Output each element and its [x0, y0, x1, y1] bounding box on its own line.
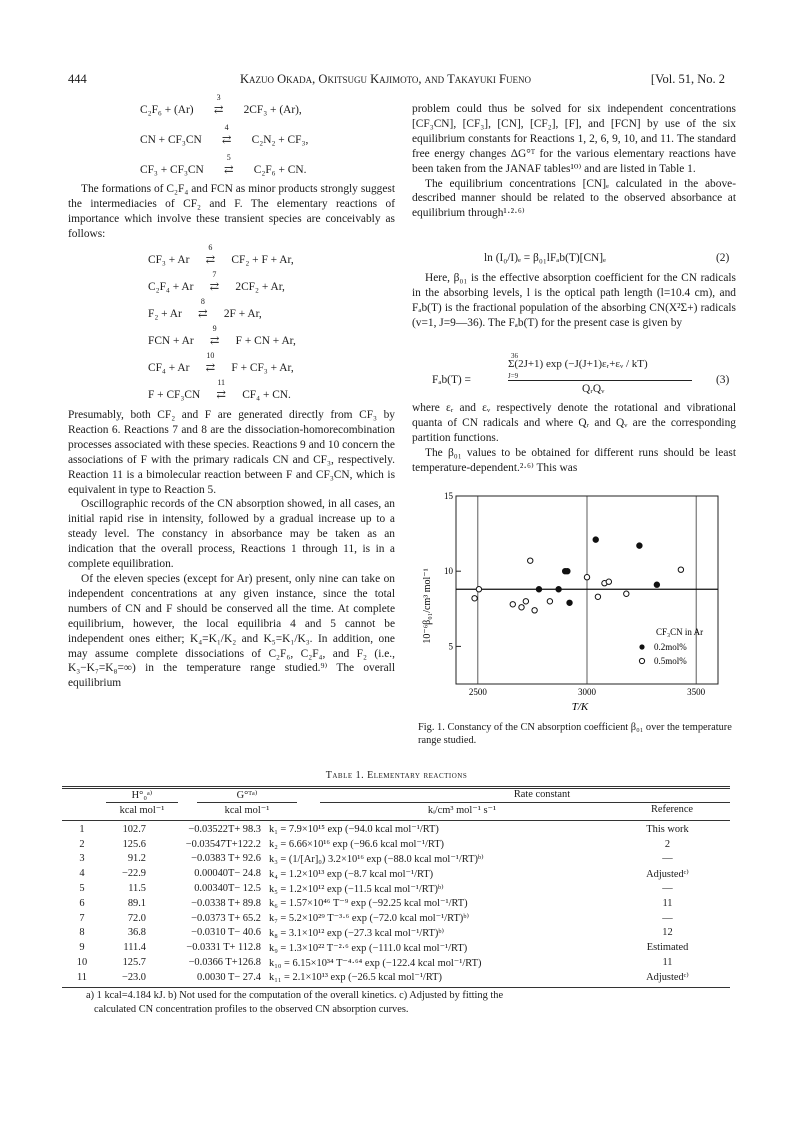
paragraph: Of the eleven species (except for Ar) present, only nine can take on independent concentrations at any given instance, since the total numbers of CN and F should be conserved all the time. At complete equilibrium, however, the local equilibria 4 and 5 cannot be independent ones either; K₄=K₁/K₂ and K₅=K₁/K₃. In addition, one may assume complete dissociations of C₂F₆, C₂F₄, and F₂ (i.e., K₃−K₇=K₈=∞) in the temperature range studied.⁹⁾ The overall equilibrium: [68, 572, 395, 690]
equation-3-number: (3): [716, 374, 730, 386]
paragraph: Presumably, both CF₂ and F are generated directly from CF₃ by Reaction 6. Reactions 7 and 8 are the dissociation-homorecombination processes associated with these species. Reactions 9 and 10 concern the associations of F with the primary radicals CN and CF₃, respectively. Reaction 11 is a bimolecular reaction between F and CF₃CN, which is equivalent in type to Reaction 5.: [68, 409, 395, 496]
header-rate-constant: Rate constant: [513, 789, 571, 800]
left-para-1: [68, 182, 395, 242]
h0-value: 11.5: [128, 883, 146, 895]
table-row: [62, 911, 730, 926]
rate-constant-expression: k₇ = 5.2×10²⁹ T⁻³·⁶ exp (−72.0 kcal mol⁻¹/RT)ᵇ⁾: [269, 913, 470, 925]
reference: Estimated: [646, 942, 689, 954]
h0-value: 111.4: [123, 942, 146, 954]
paragraph: The equilibrium concentrations [CN]ₑ calculated in the above-described manner should be related to the observed absorbance at equilibrium through¹·²·⁶⁾: [412, 177, 736, 220]
table-row: [62, 852, 730, 867]
x-axis-label: T/K: [571, 701, 589, 713]
paragraph: The β₀₁ values to be obtained for different runs should be least temperature-dependent.²·⁶⁾ This was: [412, 446, 736, 474]
reference: Adjustedᶜ⁾: [646, 972, 689, 984]
reaction-number: 7: [212, 270, 217, 279]
rate-constant-expression: k₈ = 3.1×10¹² exp (−27.3 kcal mol⁻¹/RT)ᵇ⁾: [269, 927, 445, 939]
reaction-index: 7: [79, 912, 85, 924]
h0-value: 91.2: [127, 853, 146, 865]
reaction-rhs: CF₄ + CN.: [242, 389, 291, 401]
gt-expression: 0.00040T− 24.8: [194, 868, 261, 880]
rate-constant-expression: k₁ = 7.9×10¹⁵ exp (−94.0 kcal mol⁻¹/RT): [269, 824, 439, 836]
data-point-open: [510, 602, 515, 607]
equation-3-lhs: Fₐb(T) =: [432, 374, 471, 386]
table-row: [62, 866, 730, 881]
equilibrium-arrow: 10 ⇄: [189, 360, 231, 374]
reaction-index: 2: [79, 838, 85, 850]
reference: 11: [662, 957, 673, 969]
data-point-open: [519, 605, 524, 610]
data-point-filled: [565, 569, 570, 574]
table-body: [62, 822, 730, 985]
page-number: 444: [68, 72, 87, 86]
y-axis-label: 10⁻⁶β₀₁/cm³ mol⁻¹: [422, 568, 433, 644]
reaction-rhs: F + CN + Ar,: [235, 335, 296, 347]
table-row: [62, 896, 730, 911]
reaction-lhs: FCN + Ar: [148, 335, 194, 347]
gt-expression: 0.0030 T− 27.4: [197, 971, 261, 983]
reaction-rhs: 2CF₂ + Ar,: [235, 281, 285, 293]
equilibrium-arrow: 5 ⇄: [204, 162, 254, 176]
table-row: [62, 881, 730, 896]
reaction-index: 3: [79, 853, 85, 865]
reference: 11: [662, 897, 673, 909]
h0-value: 125.7: [122, 957, 146, 969]
reaction-lhs: F + CF₃CN: [148, 389, 201, 401]
rate-constant-expression: k₁₁ = 2.1×10¹³ exp (−26.5 kcal mol⁻¹/RT): [269, 972, 442, 984]
reference: —: [662, 912, 673, 924]
data-point-filled: [593, 537, 598, 542]
legend-series-2: 0.5mol%: [654, 656, 687, 666]
reaction-9: [148, 324, 296, 347]
reference: —: [662, 853, 673, 865]
reaction-5: [140, 153, 307, 176]
figure-caption: Fig. 1. Constancy of the CN absorption coefficient β₀₁ over the temperature range studied.: [418, 722, 732, 746]
reference: —: [662, 883, 673, 895]
reaction-index: 6: [79, 897, 85, 909]
reaction-lhs: F₂ + Ar: [148, 308, 182, 320]
equilibrium-arrow: 7 ⇄: [193, 279, 235, 293]
gt-expression: −0.0338 T+ 89.8: [191, 897, 261, 909]
equation-2-number: (2): [716, 252, 730, 264]
header-gt: G°ᵀᵃ⁾: [236, 790, 258, 801]
reference: 2: [664, 838, 671, 850]
gt-expression: 0.00340T− 12.5: [194, 883, 261, 895]
gt-expression: −0.0310 T− 40.6: [191, 927, 261, 939]
y-tick-label: 5: [448, 641, 453, 652]
y-tick-label: 10: [444, 566, 453, 577]
reaction-index: 5: [79, 883, 85, 895]
sum-lower-limit: J=9: [508, 372, 519, 380]
reaction-lhs: C₂F₄ + Ar: [148, 281, 194, 293]
equation-2: ln (I₀/I)ₑ = β₀₁lFₐb(T)[CN]ₑ: [484, 252, 606, 264]
x-tick-label: 3000: [578, 687, 596, 697]
reaction-6: [148, 243, 294, 266]
data-point-open: [584, 575, 589, 580]
reaction-number: 11: [217, 378, 226, 387]
data-point-filled: [637, 543, 642, 548]
table-footnotes: [86, 989, 736, 1016]
h0-value: 36.8: [127, 927, 146, 939]
header-gt-unit: kcal mol⁻¹: [224, 805, 270, 816]
table-title: Table 1. Elementary reactions: [325, 770, 468, 781]
y-tick-label: 15: [444, 491, 453, 501]
data-point-filled: [654, 582, 659, 587]
equilibrium-arrow: 9 ⇄: [194, 333, 236, 347]
table-row: [62, 970, 730, 985]
data-point-filled: [556, 587, 561, 592]
reaction-number: 8: [200, 297, 205, 306]
rate-constant-expression: k₄ = 1.2×10¹³ exp (−8.7 kcal mol⁻¹/RT): [269, 868, 434, 880]
gt-expression: −0.03547T+122.2: [185, 838, 261, 850]
data-point-open: [678, 567, 683, 572]
header-rate-rule: [320, 802, 730, 803]
legend-title: CF₃CN in Ar: [656, 627, 704, 637]
header-k: kᵢ/cm³ mol⁻¹ s⁻¹: [427, 805, 497, 816]
fraction-bar: [508, 380, 692, 381]
reaction-number: 6: [208, 243, 213, 252]
table-header: [62, 788, 730, 820]
table-row: [62, 955, 730, 970]
running-head-authors: Kazuo Okada, Okitsugu Kajimoto, and Takayuki Fueno: [240, 72, 531, 86]
plot-area: [444, 491, 718, 697]
sum-upper-limit: 36: [511, 352, 518, 360]
reaction-number: 3: [216, 93, 221, 102]
footnote-line: a) 1 kcal=4.184 kJ. b) Not used for the computation of the overall kinetics. c) Adjusted by fitting the: [86, 990, 504, 1001]
paragraph: Oscillographic records of the CN absorption showed, in all cases, an initial rapid rise in intensity, followed by a gradual increase up to a steady level. The constancy in absorbance may be taken as an indication that the overall process, Reactions 1 through 11, is in a complete equilibration.: [68, 498, 395, 571]
table-bottom-rule: [62, 987, 730, 988]
paragraph: where εᵣ and εᵥ respectively denote the rotational and vibrational quanta of CN radicals and where Qᵣ and Qᵥ are the corresponding partition functions.: [412, 402, 736, 444]
equilibrium-arrow: 11 ⇄: [200, 387, 242, 401]
reaction-8: [148, 297, 262, 320]
h0-value: 102.7: [122, 823, 146, 835]
reaction-3: [140, 93, 302, 116]
table-row: [62, 940, 730, 955]
header-reference: Reference: [650, 804, 694, 815]
paragraph: The formations of C₂F₄ and FCN as minor products strongly suggest the intermediacies of CF₂ and F. The elementary reactions of importance which involve these transient species are conceivably as follows:: [68, 183, 395, 240]
data-point-open: [472, 596, 477, 601]
reaction-number: 9: [212, 324, 217, 333]
reference: This work: [646, 823, 689, 835]
footnote-line: calculated CN concentration profiles to the observed CN absorption curves.: [94, 1003, 409, 1015]
gt-expression: −0.0373 T+ 65.2: [191, 912, 261, 924]
right-para-3: [412, 271, 736, 331]
rate-constant-expression: k₆ = 1.57×10⁴⁶ T⁻⁹ exp (−92.25 kcal mol⁻¹/RT): [269, 898, 468, 910]
paragraph: Here, β₀₁ is the effective absorption coefficient for the CN radicals in the absorbing levels, l is the optical path length (l=10.4 cm), and Fₐb(T) is the fractional population of the absorbing CN(X²Σ+) radicals (v=1, J=9—36). The Fₐb(T) for the present case is given by: [412, 272, 736, 329]
legend-open-marker: [639, 658, 644, 663]
reaction-number: 10: [206, 351, 215, 360]
rate-constant-expression: k₁₀ = 6.15×10³⁴ T⁻⁴·⁶⁴ exp (−122.4 kcal mol⁻¹/RT): [269, 957, 482, 969]
data-point-open: [624, 591, 629, 596]
reaction-index: 4: [79, 868, 85, 880]
data-point-filled: [536, 587, 541, 592]
data-point-open: [595, 594, 600, 599]
table-header-rule: [62, 820, 730, 821]
reaction-rhs: 2CF₃ + (Ar),: [243, 104, 302, 116]
right-para-4: [412, 401, 736, 476]
gt-expression: −0.0366 T+126.8: [188, 957, 261, 969]
reaction-rhs: F + CF₃ + Ar,: [231, 362, 294, 374]
reaction-rhs: C₂F₆ + CN.: [253, 164, 307, 176]
h0-value: 89.1: [127, 897, 146, 909]
data-point-open: [528, 558, 533, 563]
legend-series-1: 0.2mol%: [654, 642, 687, 652]
equilibrium-arrow: 4 ⇄: [202, 132, 252, 146]
reaction-index: 8: [79, 927, 85, 939]
table-row: [62, 926, 730, 941]
reaction-lhs: CF₄ + Ar: [148, 362, 190, 374]
table-row: [62, 822, 730, 837]
reaction-rhs: 2F + Ar,: [223, 308, 262, 320]
running-head-volume: [Vol. 51, No. 2: [650, 72, 725, 86]
left-body: [68, 408, 395, 691]
reaction-11: [148, 378, 291, 401]
gt-expression: −0.03522T+ 98.3: [188, 823, 261, 835]
h0-value: −23.0: [121, 971, 146, 983]
h0-value: 125.6: [122, 838, 146, 850]
reaction-number: 4: [224, 123, 229, 132]
equation-3-denominator: QᵣQᵥ: [582, 383, 605, 395]
x-tick-label: 2500: [468, 687, 487, 697]
gt-expression: −0.0383 T+ 92.6: [191, 853, 261, 865]
equation-3-numerator: Σ(2J+1) exp (−J(J+1)εᵣ+εᵥ / kT): [508, 358, 648, 370]
reference: Adjustedᶜ⁾: [646, 868, 689, 880]
data-point-open: [606, 579, 611, 584]
data-point-open: [523, 599, 528, 604]
gt-expression: −0.0331 T+ 112.8: [186, 942, 261, 954]
reaction-number: 5: [226, 153, 231, 162]
reaction-lhs: CF₃ + Ar: [148, 254, 190, 266]
reaction-rhs: C₂N₂ + CF₃,: [251, 134, 309, 146]
reaction-rhs: CF₂ + F + Ar,: [231, 254, 294, 266]
data-point-open: [547, 599, 552, 604]
reaction-index: 1: [79, 823, 85, 835]
reaction-index: 10: [76, 957, 88, 969]
equilibrium-arrow: 8 ⇄: [182, 306, 224, 320]
reaction-lhs: CF₃ + CF₃CN: [140, 164, 204, 176]
reaction-10: [148, 351, 294, 374]
paragraph: problem could thus be solved for six independent concentrations [CF₃CN], [CF₃], [CN], [CF₂], [F], and [FCN] by use of the six equilibrium constants for Reactions 1, 2, 6, 9, 10, and 11. The standard free energy changes ΔG°ᵀ for the various elementary reactions have been taken from the JANAF tables¹⁰⁾ and are listed in Table 1.: [412, 103, 736, 175]
reference: 12: [662, 927, 673, 939]
equilibrium-arrow: 6 ⇄: [189, 252, 231, 266]
rate-constant-expression: k₃ = (1/[Ar]₀) 3.2×10¹⁶ exp (−88.0 kcal mol⁻¹/RT)ᵇ⁾: [269, 853, 484, 865]
x-tick-label: 3500: [687, 687, 706, 697]
legend-filled-marker: [639, 644, 644, 649]
reaction-4: [140, 123, 309, 146]
reaction-7: [148, 270, 285, 293]
data-point-open: [476, 587, 481, 592]
reaction-index: 11: [76, 971, 87, 983]
header-h0-rule: [106, 802, 178, 803]
data-point-open: [532, 608, 537, 613]
right-para-1: [412, 102, 736, 221]
table-top-rule: [62, 786, 730, 787]
h0-value: 72.0: [127, 912, 146, 924]
header-gt-rule: [197, 802, 297, 803]
equilibrium-arrow: 3 ⇄: [194, 102, 244, 116]
header-h0: H°₀ᵃ⁾: [131, 790, 153, 801]
h0-value: −22.9: [121, 868, 146, 880]
data-point-filled: [567, 600, 572, 605]
reaction-block-elementary: [148, 243, 398, 402]
rate-constant-expression: k₉ = 1.3×10²² T⁻²·⁶ exp (−111.0 kcal mol⁻¹/RT): [269, 942, 468, 954]
table-row: [62, 837, 730, 852]
rate-constant-expression: k₅ = 1.2×10¹² exp (−11.5 kcal mol⁻¹/RT)ᵇ⁾: [269, 883, 444, 895]
rate-constant-expression: k₂ = 6.66×10¹⁶ exp (−96.6 kcal mol⁻¹/RT): [269, 839, 445, 851]
header-h0-unit: kcal mol⁻¹: [119, 805, 165, 816]
reaction-index: 9: [79, 942, 85, 954]
figure-1-chart: [412, 488, 732, 720]
reaction-lhs: CN + CF₃CN: [140, 134, 202, 146]
reaction-lhs: C₂F₆ + (Ar): [140, 104, 194, 116]
